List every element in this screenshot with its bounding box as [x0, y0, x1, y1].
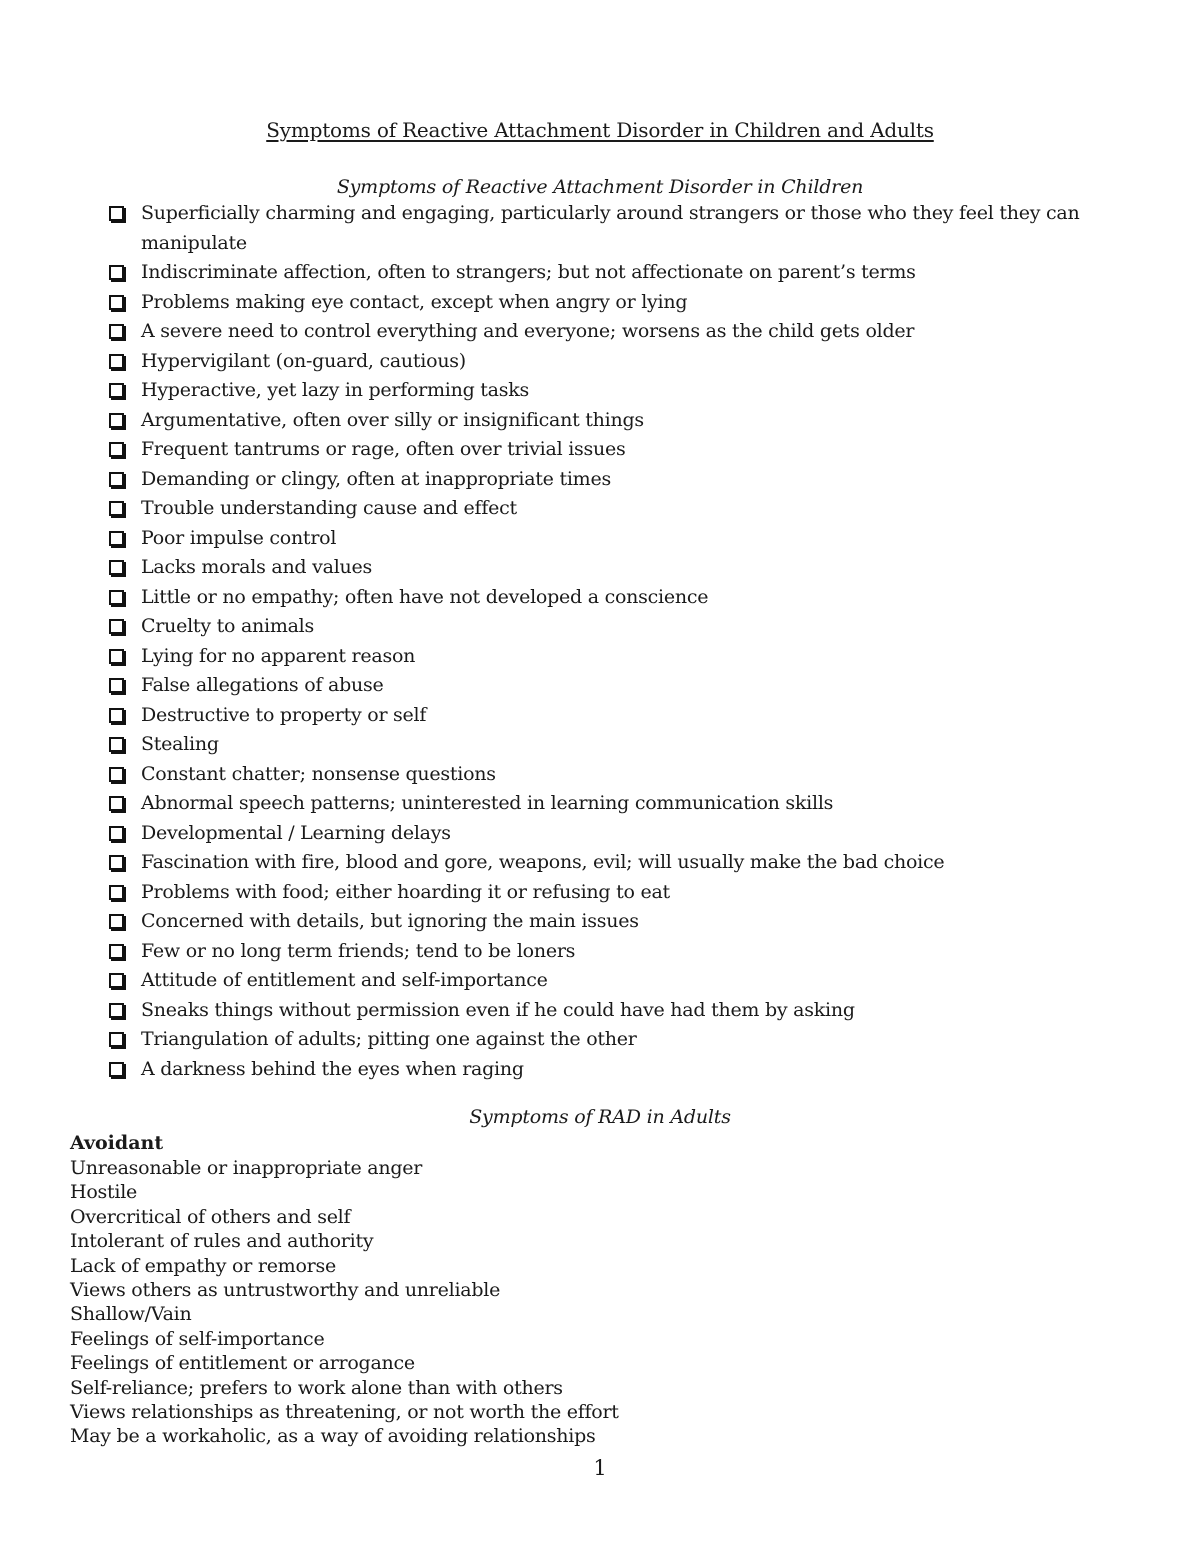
checkbox-icon[interactable]: [109, 383, 124, 398]
checklist-item: [106, 435, 1096, 465]
list-item: Overcritical of others and self: [70, 1205, 351, 1228]
checkbox-icon[interactable]: [109, 796, 124, 811]
list-item: Unreasonable or inappropriate anger: [70, 1157, 423, 1179]
checklist-item-text: Poor impulse control: [141, 526, 337, 549]
checklist-item-text: Problems with food; either hoarding it or refusing to eat: [141, 880, 670, 903]
checklist-item-text: Attitude of entitlement and self-importance: [141, 969, 548, 991]
list-item: Lack of empathy or remorse: [70, 1254, 336, 1277]
checklist-item: [106, 907, 1096, 937]
checklist-item: [106, 494, 1096, 524]
checklist-item: [106, 376, 1096, 406]
checklist-item: [106, 524, 1096, 554]
list-item: Hostile: [70, 1181, 138, 1204]
checkbox-icon[interactable]: [109, 649, 124, 664]
checkbox-icon[interactable]: [109, 914, 124, 929]
checkbox-icon[interactable]: [109, 737, 124, 752]
checklist-item: [106, 1055, 1096, 1085]
checklist-item: [106, 553, 1096, 583]
checkbox-icon[interactable]: [109, 619, 124, 634]
children-symptom-checklist: [106, 199, 1096, 1084]
checkbox-icon[interactable]: [109, 1003, 124, 1018]
checkbox-icon[interactable]: [109, 324, 124, 339]
avoidant-section: [70, 1131, 1070, 1449]
checklist-item-text: Abnormal speech patterns; uninterested in learning communication skills: [141, 792, 834, 814]
checkbox-icon[interactable]: [109, 590, 124, 605]
checklist-item: [106, 317, 1096, 347]
checklist-item-text: Lacks morals and values: [141, 556, 373, 578]
children-section-heading: Symptoms of Reactive Attachment Disorder in Children: [336, 176, 864, 198]
checklist-item: [106, 347, 1096, 377]
checkbox-icon[interactable]: [109, 413, 124, 428]
checklist-item-text: Problems making eye contact, except when angry or lying: [141, 290, 688, 313]
checkbox-icon[interactable]: [109, 265, 124, 280]
checklist-item: [106, 612, 1096, 642]
checklist-item-text: Stealing: [141, 733, 219, 755]
checklist-item: [106, 199, 1096, 258]
checkbox-icon[interactable]: [109, 885, 124, 900]
checkbox-icon[interactable]: [109, 944, 124, 959]
checklist-item-text: A darkness behind the eyes when raging: [141, 1057, 524, 1080]
checklist-item: [106, 671, 1096, 701]
checklist-item: [106, 966, 1096, 996]
checkbox-icon[interactable]: [109, 560, 124, 575]
checkbox-icon[interactable]: [109, 973, 124, 988]
checklist-item-text: Few or no long term friends; tend to be loners: [141, 939, 576, 962]
checkbox-icon[interactable]: [109, 678, 124, 693]
checklist-item-text: A severe need to control everything and everyone; worsens as the child gets older: [141, 320, 915, 342]
adult-symptom-list: [70, 1156, 1070, 1449]
checkbox-icon[interactable]: [109, 1062, 124, 1077]
checklist-item: [106, 878, 1096, 908]
checklist-item-text: Developmental / Learning delays: [141, 821, 451, 844]
checklist-item-text: Argumentative, often over silly or insignificant things: [141, 408, 644, 431]
list-item: Intolerant of rules and authority: [70, 1230, 374, 1253]
checkbox-icon[interactable]: [109, 855, 124, 870]
checklist-item: [106, 819, 1096, 849]
checklist-item-text: Little or no empathy; often have not developed a conscience: [141, 585, 709, 608]
checkbox-icon[interactable]: [109, 206, 124, 221]
checklist-item-text: Superficially charming and engaging, particularly around strangers or those who they feel they can manipulate: [141, 202, 1080, 254]
checklist-item: [106, 406, 1096, 436]
checklist-item: [106, 848, 1096, 878]
checklist-item: [106, 701, 1096, 731]
checklist-item-text: Triangulation of adults; pitting one against the other: [141, 1028, 637, 1050]
adults-section-heading: Symptoms of RAD in Adults: [469, 1106, 731, 1128]
checklist-item: [106, 465, 1096, 495]
checklist-item-text: Sneaks things without permission even if he could have had them by asking: [141, 998, 855, 1021]
checklist-item-text: Lying for no apparent reason: [141, 644, 416, 667]
list-item: Views others as untrustworthy and unreliable: [70, 1279, 501, 1302]
checklist-item: [106, 288, 1096, 318]
list-item: Feelings of self-importance: [70, 1327, 325, 1350]
checklist-item-text: Trouble understanding cause and effect: [141, 497, 517, 519]
checkbox-icon[interactable]: [109, 472, 124, 487]
checklist-item-text: Fascination with fire, blood and gore, weapons, evil; will usually make the bad choice: [141, 851, 945, 873]
checklist-item-text: Frequent tantrums or rage, often over trivial issues: [141, 438, 626, 460]
checklist-item: [106, 996, 1096, 1026]
checklist-item-text: Indiscriminate affection, often to strangers; but not affectionate on parent’s terms: [141, 261, 916, 283]
checkbox-icon[interactable]: [109, 295, 124, 310]
list-item: Feelings of entitlement or arrogance: [70, 1352, 415, 1375]
checklist-item: [106, 642, 1096, 672]
checkbox-icon[interactable]: [109, 708, 124, 723]
checklist-item-text: Cruelty to animals: [141, 615, 315, 637]
checkbox-icon[interactable]: [109, 1032, 124, 1047]
checkbox-icon[interactable]: [109, 501, 124, 516]
page-number: 1: [593, 1456, 607, 1480]
checklist-item: [106, 730, 1096, 760]
list-item: Views relationships as threatening, or not worth the effort: [70, 1401, 619, 1424]
checkbox-icon[interactable]: [109, 354, 124, 369]
checklist-item-text: Destructive to property or self: [141, 703, 427, 726]
checklist-item: [106, 1025, 1096, 1055]
list-item: May be a workaholic, as a way of avoiding relationships: [70, 1425, 596, 1448]
checkbox-icon[interactable]: [109, 531, 124, 546]
checklist-item: [106, 789, 1096, 819]
checklist-item: [106, 937, 1096, 967]
checkbox-icon[interactable]: [109, 826, 124, 841]
checklist-item-text: False allegations of abuse: [141, 674, 384, 696]
checklist-item: [106, 258, 1096, 288]
document-title: Symptoms of Reactive Attachment Disorder in Children and Adults: [266, 118, 934, 142]
checklist-item-text: Concerned with details, but ignoring the main issues: [141, 910, 639, 932]
avoidant-heading: Avoidant: [70, 1132, 164, 1154]
checklist-item-text: Demanding or clingy, often at inappropriate times: [141, 467, 611, 490]
checklist-item: [106, 583, 1096, 613]
checklist-item-text: Hyperactive, yet lazy in performing tasks: [141, 379, 530, 401]
checkbox-icon[interactable]: [109, 442, 124, 457]
checklist-item: [106, 760, 1096, 790]
checklist-item-text: Constant chatter; nonsense questions: [141, 762, 496, 785]
checklist-item-text: Hypervigilant (on-guard, cautious): [141, 349, 466, 372]
checkbox-icon[interactable]: [109, 767, 124, 782]
list-item: Self-reliance; prefers to work alone than with others: [70, 1376, 563, 1399]
list-item: Shallow/Vain: [70, 1303, 192, 1326]
